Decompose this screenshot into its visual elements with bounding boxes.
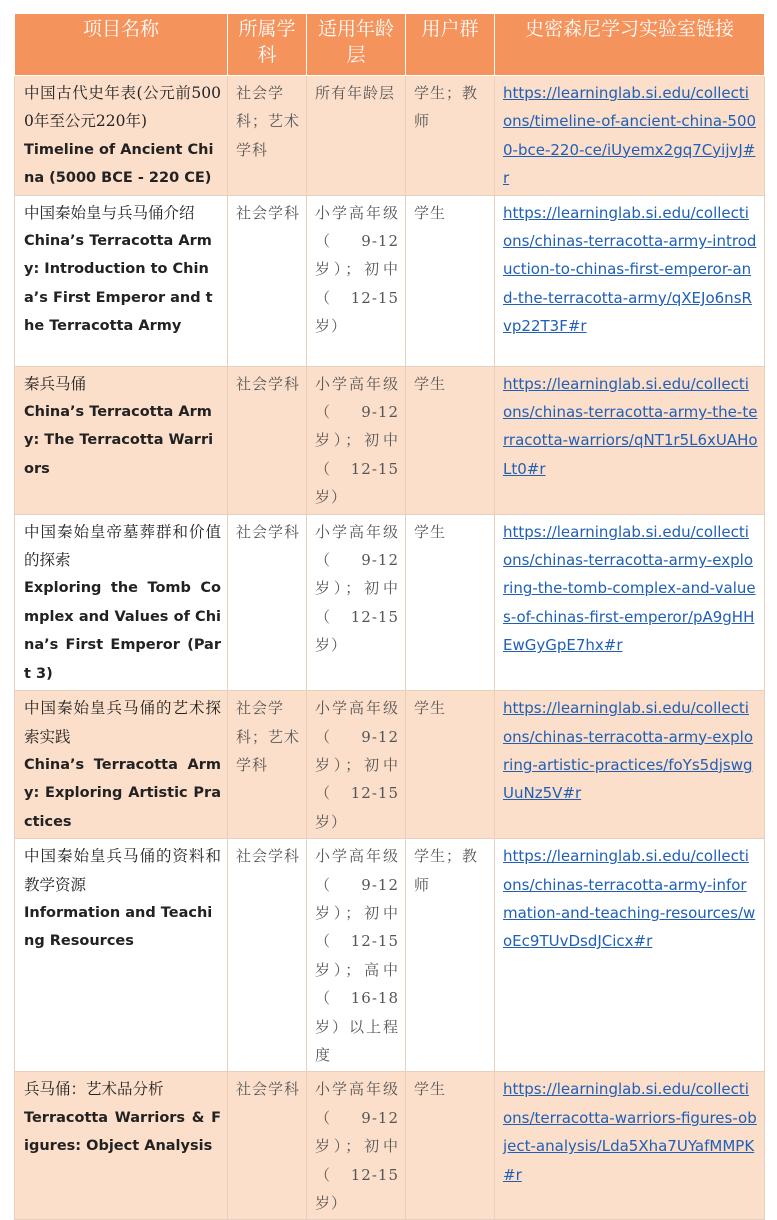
- age-group-cell: 小学高年级（9-12岁）；初中（12-15岁）；高中（16-18岁）以上程度: [307, 839, 406, 1072]
- project-name-cell: [15, 195, 228, 366]
- link-cell: [495, 1072, 765, 1220]
- subject-cell: 社会学科；艺术学科: [228, 76, 307, 196]
- projects-table: [14, 13, 765, 1220]
- project-name-zh: 中国秦始皇帝墓葬群和价值的探索: [24, 522, 221, 570]
- header-user-group: 用户群: [406, 14, 495, 76]
- table-row: [15, 195, 765, 366]
- learning-lab-link[interactable]: https://learninglab.si.edu/collections/chinas-terracotta-army-exploring-artistic-practices/foYs5djswgUuNz5V#r: [503, 699, 754, 803]
- project-name-cell: [15, 839, 228, 1072]
- user-group-cell: 学生: [406, 366, 495, 514]
- table-row: [15, 76, 765, 196]
- subject-cell: 社会学科；艺术学科: [228, 691, 307, 839]
- link-cell: [495, 839, 765, 1072]
- user-group-cell: 学生；教师: [406, 839, 495, 1072]
- project-name-en: Exploring the Tomb Complex and Values of China’s First Emperor (Part 3): [24, 580, 221, 682]
- table-row: [15, 366, 765, 514]
- subject-cell: 社会学科: [228, 366, 307, 514]
- subject-cell: 社会学科: [228, 195, 307, 366]
- age-group-cell: 小学高年级（9-12岁）；初中（12-15岁）: [307, 691, 406, 839]
- table-row: [15, 514, 765, 690]
- project-name-cell: [15, 691, 228, 839]
- user-group-cell: 学生；教师: [406, 76, 495, 196]
- project-name-zh: 中国秦始皇兵马俑的艺术探索实践: [24, 699, 221, 746]
- project-name-en: China’s Terracotta Army: Introduction to China’s First Emperor and the Terracotta Army: [24, 233, 213, 335]
- project-name-zh: 中国古代史年表(公元前5000年至公元220年): [24, 84, 221, 131]
- header-project-name: 项目名称: [15, 14, 228, 76]
- project-name-cell: [15, 514, 228, 690]
- table-row: [15, 1072, 765, 1220]
- project-name-cell: [15, 1072, 228, 1220]
- age-group-cell: 小学高年级（9-12岁）；初中（12-15岁）: [307, 195, 406, 366]
- link-cell: [495, 195, 765, 366]
- learning-lab-link[interactable]: https://learninglab.si.edu/collections/chinas-terracotta-army-the-terracotta-warriors/qNT1r5L6xUAHoLt0#r: [503, 374, 758, 478]
- learning-lab-link[interactable]: https://learninglab.si.edu/collections/chinas-terracotta-army-exploring-the-tomb-complex-and-values-of-chinas-first-emperor/pA9gHHEwGyGpE7hx#r: [503, 522, 756, 655]
- age-group-cell: 小学高年级（9-12岁）；初中（12-15岁）: [307, 366, 406, 514]
- project-name-en: Terracotta Warriors & Figures: Object Analysis: [24, 1109, 221, 1155]
- project-name-zh: 中国秦始皇与兵马俑介绍: [24, 203, 195, 222]
- user-group-cell: 学生: [406, 691, 495, 839]
- project-name-zh: 秦兵马俑: [24, 374, 87, 393]
- learning-lab-link[interactable]: https://learninglab.si.edu/collections/chinas-terracotta-army-information-and-teaching-resources/woEc9TUvDsdJCicx#r: [503, 847, 756, 951]
- link-cell: [495, 514, 765, 690]
- link-cell: [495, 366, 765, 514]
- table-row: [15, 839, 765, 1072]
- user-group-cell: 学生: [406, 514, 495, 690]
- age-group-cell: 所有年龄层: [307, 76, 406, 196]
- learning-lab-link[interactable]: https://learninglab.si.edu/collections/chinas-terracotta-army-introduction-to-chinas-first-emperor-and-the-terracotta-army/qXEJo6nsRvp22T3F#r: [503, 203, 757, 336]
- learning-lab-link[interactable]: https://learninglab.si.edu/collections/timeline-of-ancient-china-5000-bce-220-ce/iUyemx2gq7CyijvJ#r: [503, 84, 757, 188]
- header-subject: 所属学科: [228, 14, 307, 76]
- project-name-en: China’s Terracotta Army: Exploring Artistic Practices: [24, 756, 221, 830]
- subject-cell: 社会学科: [228, 514, 307, 690]
- project-name-en: China’s Terracotta Army: The Terracotta Warriors: [24, 404, 214, 477]
- link-cell: [495, 76, 765, 196]
- header-learning-lab-link: 史密森尼学习实验室链接: [495, 14, 765, 76]
- project-name-en: Information and Teaching Resources: [24, 904, 213, 950]
- user-group-cell: 学生: [406, 1072, 495, 1220]
- user-group-cell: 学生: [406, 195, 495, 366]
- subject-cell: 社会学科: [228, 1072, 307, 1220]
- project-name-zh: 兵马俑：艺术品分析: [24, 1080, 164, 1099]
- age-group-cell: 小学高年级（9-12岁）；初中（12-15岁）: [307, 1072, 406, 1220]
- project-name-cell: [15, 366, 228, 514]
- header-row: [15, 14, 765, 76]
- project-name-en: Timeline of Ancient China (5000 BCE - 220 CE): [24, 141, 214, 187]
- link-cell: [495, 691, 765, 839]
- age-group-cell: 小学高年级（9-12岁）；初中（12-15岁）: [307, 514, 406, 690]
- table-row: [15, 691, 765, 839]
- header-age-group: 适用年龄层: [307, 14, 406, 76]
- subject-cell: 社会学科: [228, 839, 307, 1072]
- learning-lab-link[interactable]: https://learninglab.si.edu/collections/terracotta-warriors-figures-object-analysis/Lda5Xha7UYafMMPK#r: [503, 1080, 757, 1184]
- project-name-cell: [15, 76, 228, 196]
- project-name-zh: 中国秦始皇兵马俑的资料和教学资源: [24, 847, 221, 894]
